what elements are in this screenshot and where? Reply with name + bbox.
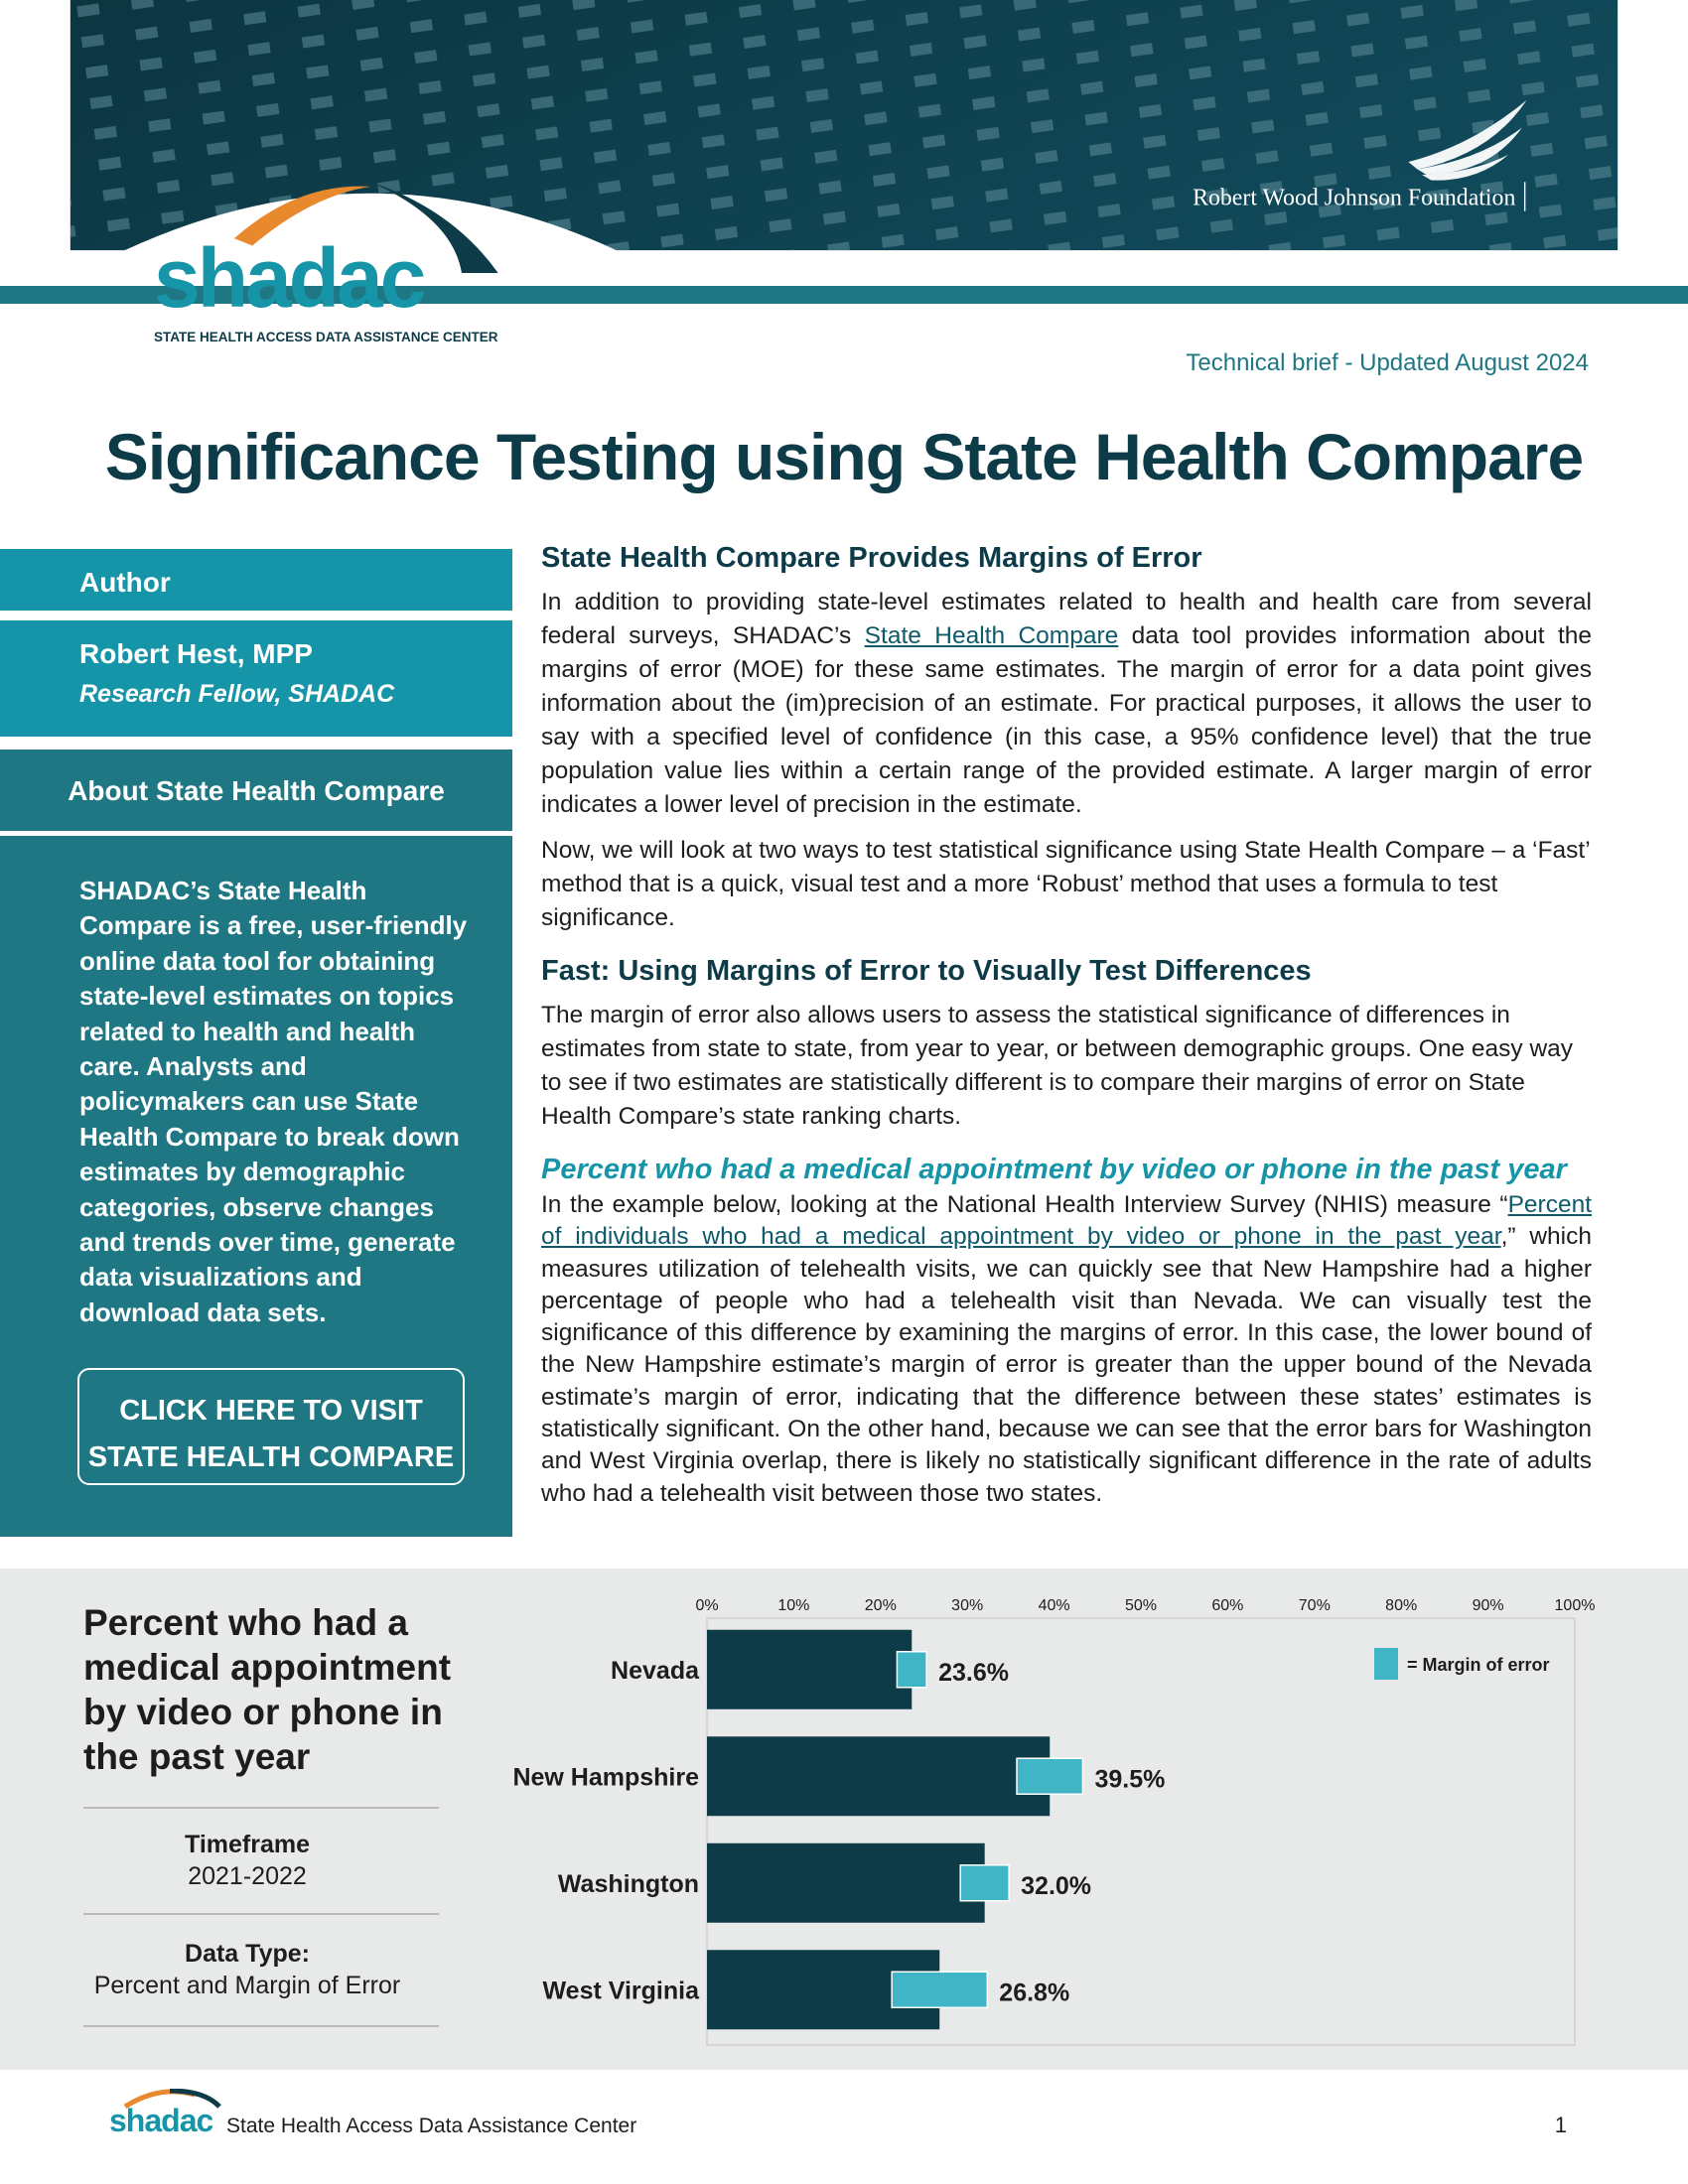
funder-name: Robert Wood Johnson Foundation	[1193, 185, 1516, 211]
heading-fast-method: Fast: Using Margins of Error to Visually Test Differences	[541, 955, 1312, 987]
brief-label: Technical brief - Updated August 2024	[1186, 349, 1589, 376]
paragraph-example	[541, 1189, 1592, 1510]
moe-bar	[1017, 1758, 1082, 1794]
category-label: Nevada	[611, 1656, 699, 1685]
x-tick-label: 30%	[951, 1597, 984, 1614]
legend-label: = Margin of error	[1407, 1655, 1550, 1675]
x-tick-label: 0%	[695, 1597, 719, 1614]
x-tick-label: 60%	[1211, 1597, 1244, 1614]
footer-org-name: State Health Access Data Assistance Center	[226, 2115, 637, 2137]
p1-text-b: data tool provides information about the margins of error (MOE) for these same estimates. The margin of error for a data point gives information about the (im)precision of an estimate. For practical purposes, it allows the user to say with a specified level of confidence (in this case, a 95% confidence level) that the true population value lies within a certain range of the provided estimate. A larger margin of error indicates a lower level of precision in the estimate.	[541, 622, 1592, 818]
shadac-logo	[154, 231, 498, 344]
x-tick-label: 50%	[1124, 1597, 1158, 1614]
moe-bar	[960, 1865, 1009, 1901]
data-label: 23.6%	[938, 1658, 1010, 1687]
page-number: 1	[1554, 2113, 1567, 2137]
author-heading: Author	[0, 549, 512, 611]
p4-text-a: In the example below, looking at the National Health Interview Survey (NHIS) measure “	[541, 1191, 1508, 1218]
category-label: New Hampshire	[512, 1763, 699, 1792]
heading-telehealth-example: Percent who had a medical appointment by video or phone in the past year	[541, 1154, 1567, 1185]
x-tick-label: 90%	[1472, 1597, 1504, 1614]
datatype-label: Data Type:	[185, 1940, 310, 1968]
x-tick-label: 40%	[1038, 1597, 1070, 1614]
x-tick-label: 20%	[864, 1597, 897, 1614]
author-name: Robert Hest, MPP	[79, 638, 313, 669]
x-tick-label: 70%	[1298, 1597, 1331, 1614]
data-label: 32.0%	[1021, 1871, 1092, 1900]
author-role: Research Fellow, SHADAC	[79, 680, 395, 708]
logo-subtitle: STATE HEALTH ACCESS DATA ASSISTANCE CENTER	[154, 330, 498, 344]
chart-panel-title: Percent who had a medical appointment by video or phone in the past year	[83, 1602, 452, 1777]
bar-new-hampshire	[707, 1736, 1050, 1816]
paragraph-methods: Now, we will look at two ways to test statistical significance using State Health Compare – a ‘Fast’ method that is a quick, visual test and a more ‘Robust’ method that uses a formula to test significance.	[541, 837, 1590, 931]
bar-washington	[707, 1843, 985, 1923]
about-text: SHADAC’s State Health Compare is a free, user-friendly online data tool for obtaining state-level estimates on topics related to health and health care. Analysts and policymakers can use State Health Compare to break down estimates by demographic categories, observe changes and trends over time, generate data visualizations and download data sets.	[79, 876, 468, 1327]
author-box	[0, 620, 512, 737]
x-tick-label: 100%	[1554, 1597, 1596, 1614]
x-tick-label: 80%	[1385, 1597, 1418, 1614]
page-title: Significance Testing using State Health Compare	[104, 420, 1584, 493]
heading-margins-of-error: State Health Compare Provides Margins of Error	[541, 542, 1202, 574]
about-heading: About State Health Compare	[0, 750, 512, 831]
telehealth-measure-link[interactable]: Percent of individuals who had a medical appointment by video or phone in the past year	[541, 1191, 1592, 1251]
x-tick-label: 10%	[777, 1597, 810, 1614]
p1-text-a: In addition to providing state-level estimates related to health and health care from several federal surveys, SHADAC’s	[541, 589, 1592, 649]
category-label: West Virginia	[542, 1977, 699, 2005]
legend-swatch	[1374, 1648, 1398, 1680]
footer-logo-text: shadac	[109, 2103, 213, 2138]
state-health-compare-link[interactable]: State Health Compare	[864, 622, 1119, 649]
cta-line-2: STATE HEALTH COMPARE	[87, 1441, 455, 1473]
footer-logo	[109, 2097, 212, 2139]
category-label: Washington	[557, 1869, 699, 1898]
moe-bar	[897, 1652, 926, 1688]
data-label: 26.8%	[999, 1979, 1070, 2007]
cta-line-1: CLICK HERE TO VISIT	[119, 1395, 423, 1427]
timeframe-value: 2021-2022	[188, 1862, 307, 1890]
p4-text-b: ,” which measures utilization of telehealth visits, we can quickly see that New Hampshire had a higher percentage of people who had a telehealth visit than Nevada. We can visually test the significance of this difference by examining the margins of error. In this case, the lower bound of the New Hampshire estimate’s margin of error is greater than the upper bound of the Nevada estimate’s margin of error, indicating that the difference between these states’ estimates is statistically significant. On the other hand, because we can see that the error bars for Washington and West Virginia overlap, there is likely no statistically significant difference in the rate of adults who had a telehealth visit between those two states.	[541, 1223, 1592, 1507]
paragraph-fast: The margin of error also allows users to assess the statistical significance of differences in estimates from state to state, from year to year, or between demographic groups. One easy way to see if two estimates are statistically different is to compare their margins of error on State Health Compare’s state ranking charts.	[541, 1002, 1574, 1130]
timeframe-label: Timeframe	[185, 1831, 310, 1858]
bar-nevada	[707, 1630, 912, 1709]
footer-logo-arc-icon	[115, 2089, 224, 2109]
datatype-value: Percent and Margin of Error	[93, 1972, 401, 1999]
data-label: 39.5%	[1094, 1765, 1166, 1794]
logo-text: shadac	[154, 231, 424, 325]
telehealth-bar-chart	[487, 1583, 1618, 2060]
divider	[83, 1807, 439, 1809]
paragraph-intro	[541, 586, 1592, 822]
divider	[83, 1913, 439, 1915]
moe-bar	[892, 1972, 987, 2007]
visit-state-health-compare-button[interactable]	[77, 1368, 465, 1485]
divider	[83, 2025, 439, 2027]
